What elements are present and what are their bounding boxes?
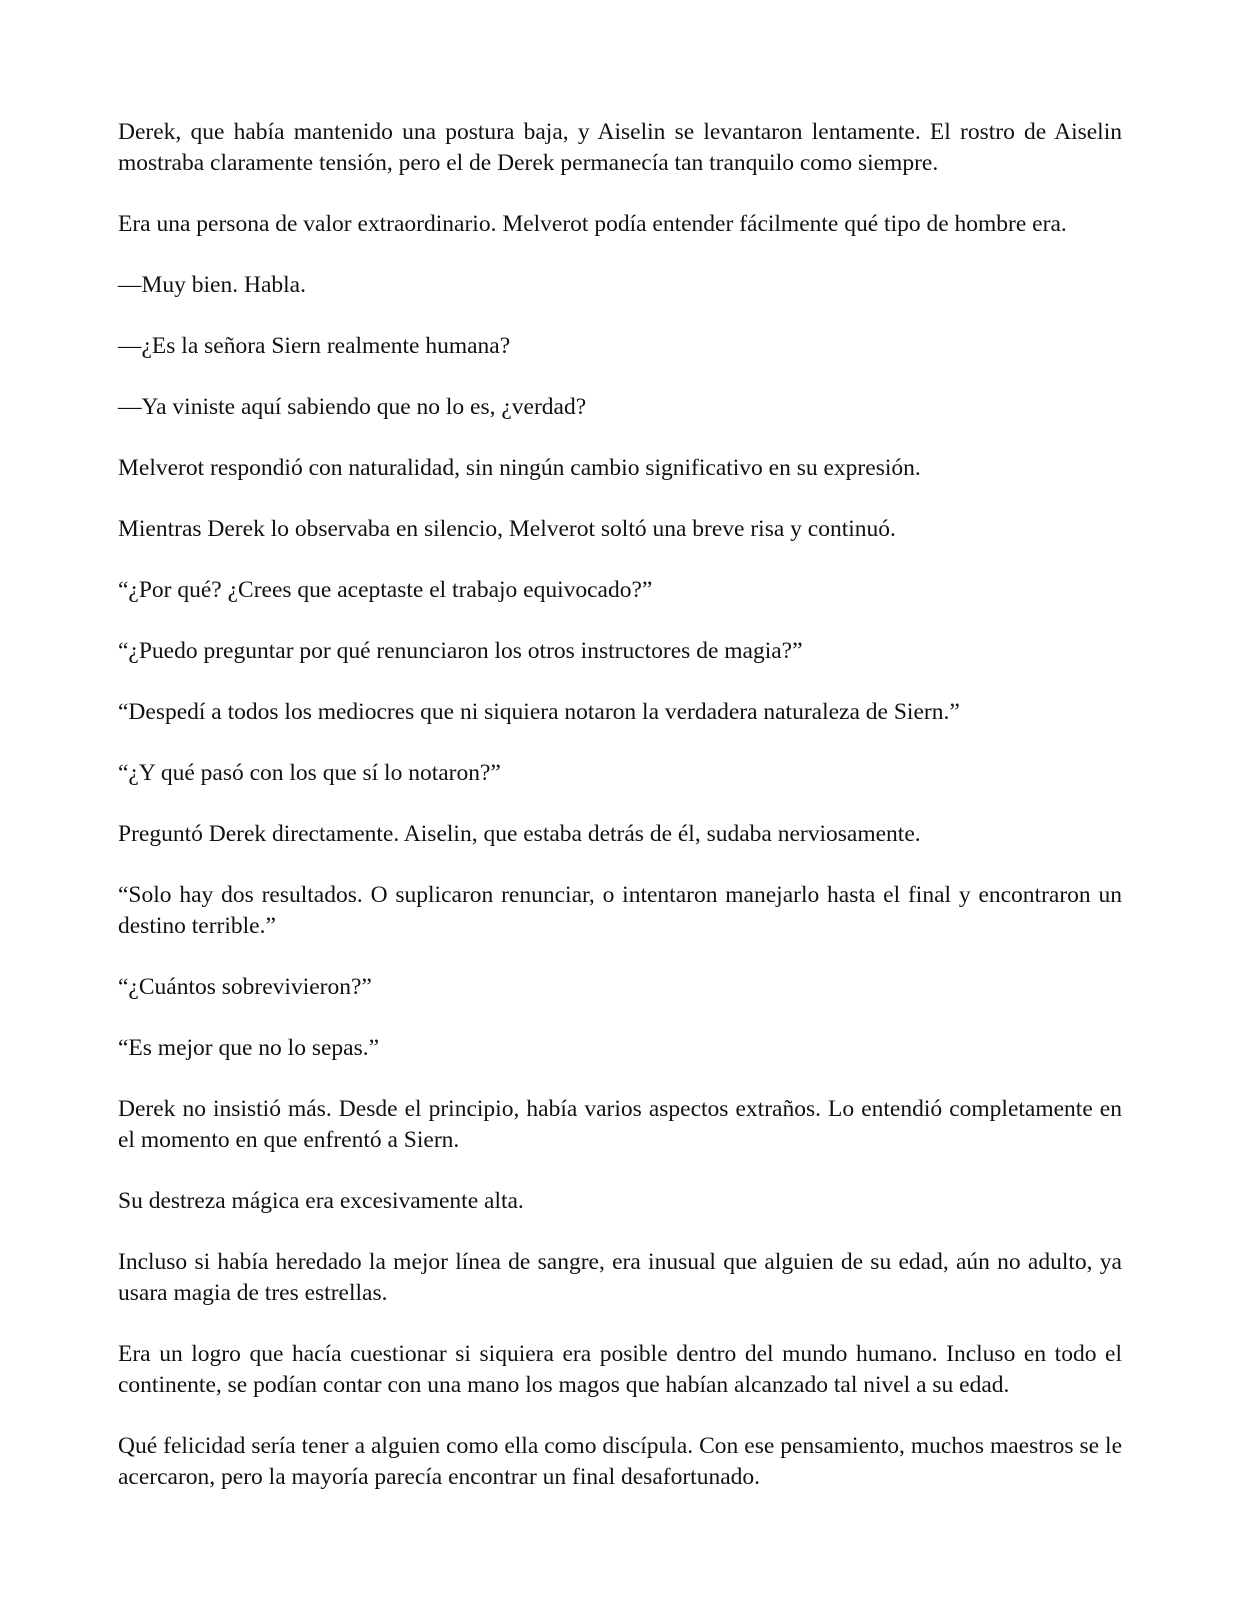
paragraph: Preguntó Derek directamente. Aiselin, que estaba detrás de él, sudaba nerviosamente.	[118, 821, 921, 847]
paragraph: Derek, que había mantenido una postura baja, y Aiselin se levantaron lentamente. El rostro de Aiselin mostraba claramente tensión, pero el de Derek permanecía tan tranquilo como siempre.	[118, 119, 1122, 176]
paragraph: Era un logro que hacía cuestionar si siquiera era posible dentro del mundo humano. Incluso en todo el continente, se podían contar con una mano los magos que habían alcanzado tal nivel a su edad.	[118, 1341, 1122, 1398]
dialogue-line: “Solo hay dos resultados. O suplicaron renunciar, o intentaron manejarlo hasta el final y encontraron un destino terrible.”	[118, 882, 1122, 939]
dialogue-line: —Ya viniste aquí sabiendo que no lo es, ¿verdad?	[118, 394, 587, 420]
dialogue-line: “¿Por qué? ¿Crees que aceptaste el trabajo equivocado?”	[118, 577, 653, 603]
paragraph: Melverot respondió con naturalidad, sin ningún cambio significativo en su expresión.	[118, 455, 921, 481]
dialogue-line: —¿Es la señora Siern realmente humana?	[118, 333, 511, 359]
paragraph: Su destreza mágica era excesivamente alta.	[118, 1188, 524, 1214]
dialogue-line: “Despedí a todos los mediocres que ni siquiera notaron la verdadera naturaleza de Siern.”	[118, 699, 960, 725]
dialogue-line: —Muy bien. Habla.	[118, 272, 306, 298]
paragraph: Incluso si había heredado la mejor línea de sangre, era inusual que alguien de su edad, aún no adulto, ya usara magia de tres estrellas.	[118, 1249, 1122, 1306]
paragraph: Mientras Derek lo observaba en silencio, Melverot soltó una breve risa y continuó.	[118, 516, 896, 542]
document-body	[118, 117, 1122, 1493]
paragraph: Era una persona de valor extraordinario. Melverot podía entender fácilmente qué tipo de hombre era.	[118, 211, 1067, 237]
paragraph: Derek no insistió más. Desde el principio, había varios aspectos extraños. Lo entendió completamente en el momento en que enfrentó a Siern.	[118, 1096, 1122, 1153]
paragraph: Qué felicidad sería tener a alguien como ella como discípula. Con ese pensamiento, muchos maestros se le acercaron, pero la mayoría parecía encontrar un final desafortunado.	[118, 1433, 1122, 1490]
dialogue-line: “¿Cuántos sobrevivieron?”	[118, 974, 372, 1000]
dialogue-line: “Es mejor que no lo sepas.”	[118, 1035, 380, 1061]
dialogue-line: “¿Puedo preguntar por qué renunciaron los otros instructores de magia?”	[118, 638, 803, 664]
dialogue-line: “¿Y qué pasó con los que sí lo notaron?”	[118, 760, 501, 786]
